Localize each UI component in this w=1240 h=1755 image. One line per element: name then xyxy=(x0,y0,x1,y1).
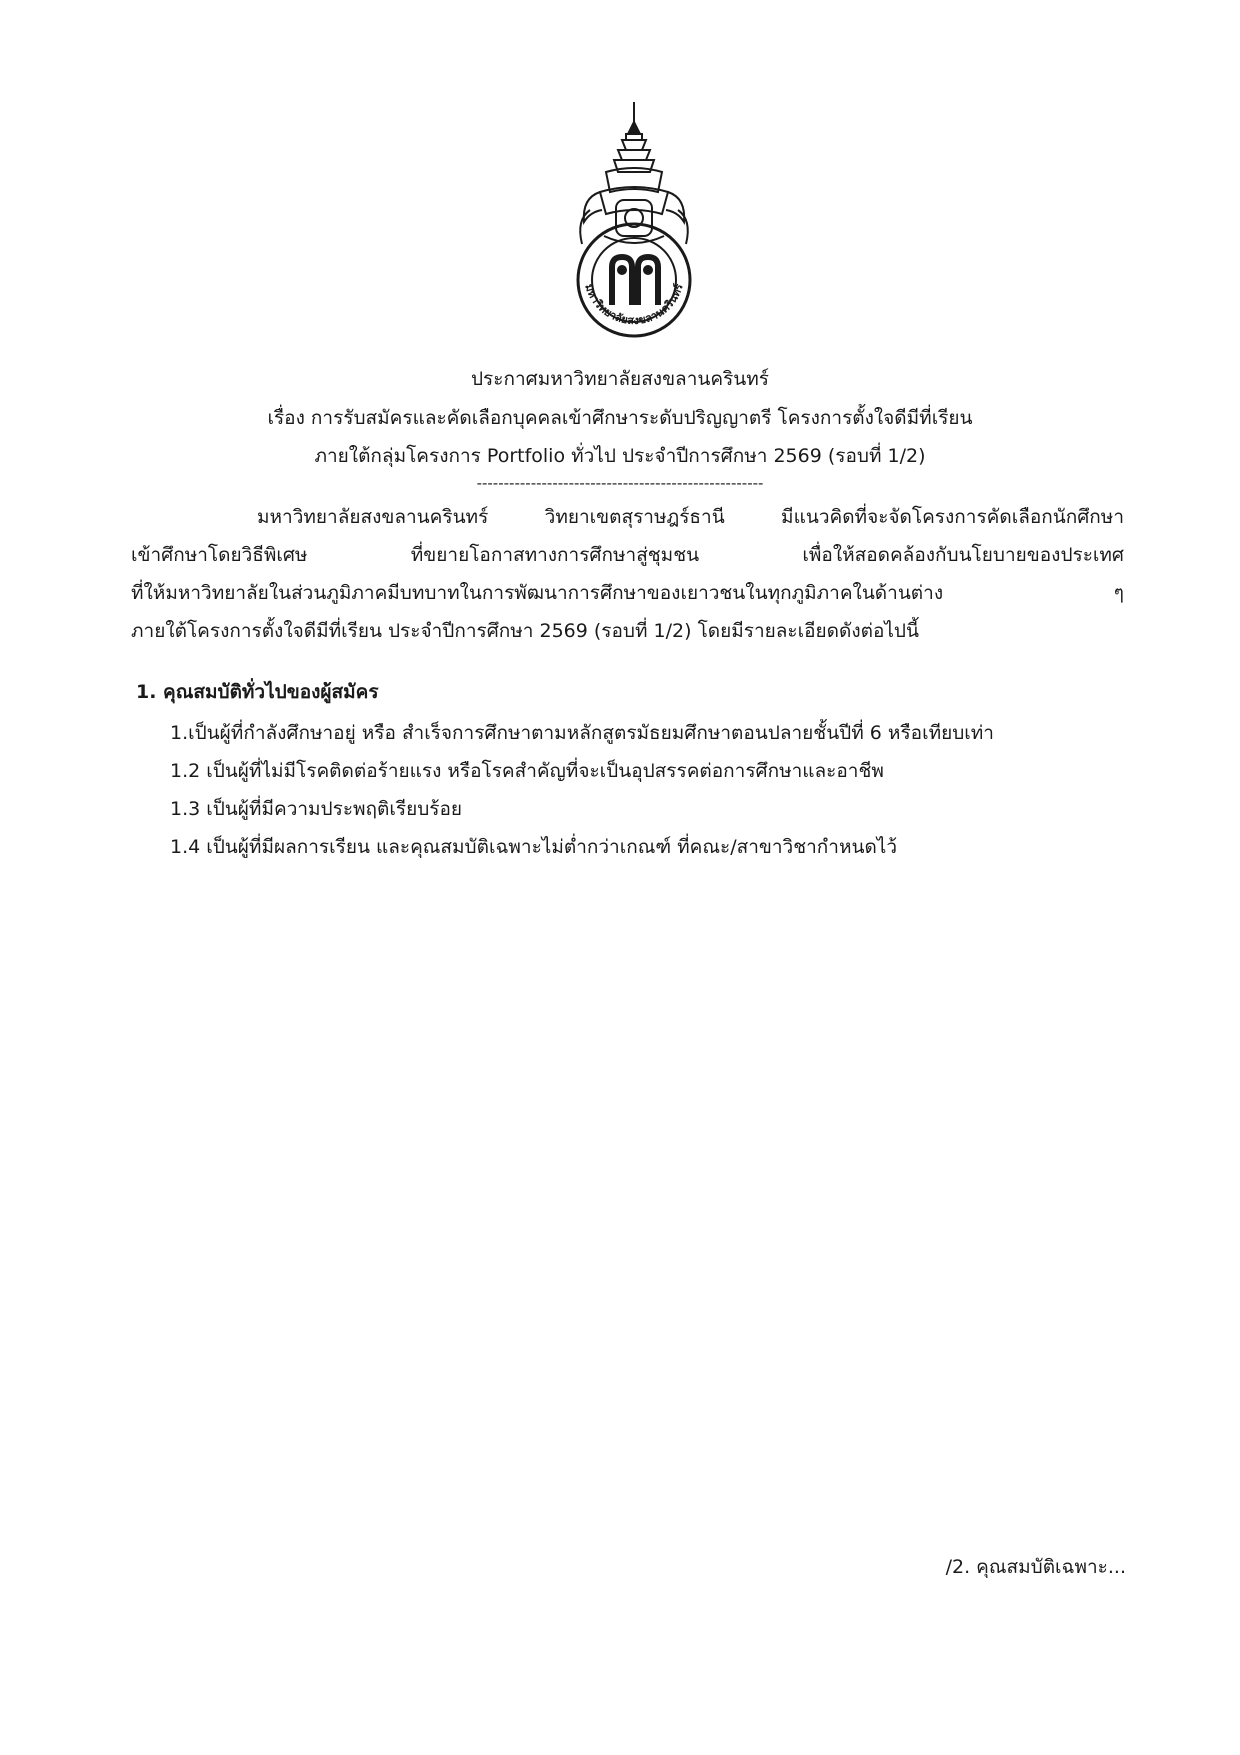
list-item: 1.4 เป็นผู้ที่มีผลการเรียน และคุณสมบัติเฉพาะไม่ต่ำกว่าเกณฑ์ ที่คณะ/สาขาวิชากำหนดไว้ xyxy=(170,836,898,858)
seal-emblem-text: มหาวิทยาลัยสงขลานครินทร์ xyxy=(582,282,686,328)
section-1-items xyxy=(170,714,1130,866)
list-item: 1.2 เป็นผู้ที่ไม่มีโรคติดต่อร้ายแรง หรือโรคสำคัญที่จะเป็นอุปสรรคต่อการศึกษาและอาชีพ xyxy=(170,760,884,782)
continuation-note: /2. คุณสมบัติเฉพาะ... xyxy=(945,1556,1126,1578)
intro-line: ภายใต้โครงการตั้งใจดีมีที่เรียน ประจำปีการศึกษา 2569 (รอบที่ 1/2) โดยมีรายละเอียดดังต่อไปนี้ xyxy=(131,620,919,642)
intro-paragraph xyxy=(131,498,1124,650)
psu-university-seal-icon xyxy=(560,100,708,340)
header-line-1: ประกาศมหาวิทยาลัยสงขลานครินทร์ xyxy=(471,368,769,390)
header-line-2: เรื่อง การรับสมัครและคัดเลือกบุคคลเข้าศึกษาระดับปริญญาตรี โครงการตั้งใจดีมีที่เรียน xyxy=(267,407,973,429)
header-divider: ----------------------------------------------------- xyxy=(476,474,764,492)
intro-line: ที่ให้มหาวิทยาลัยในส่วนภูมิภาคมีบทบาทในการพัฒนาการศึกษาของเยาวชนในทุกภูมิภาคในด้านต่าง ๆ xyxy=(131,582,1124,604)
intro-line: เข้าศึกษาโดยวิธีพิเศษ ที่ขยายโอกาสทางการศึกษาสู่ชุมชน เพื่อให้สอดคล้องกับนโยบายของประเทศ xyxy=(131,544,1124,566)
list-item: 1.เป็นผู้ที่กำลังศึกษาอยู่ หรือ สำเร็จการศึกษาตามหลักสูตรมัธยมศึกษาตอนปลายชั้นปีที่ 6 หรือเทียบเท่า xyxy=(170,722,994,744)
intro-line: มหาวิทยาลัยสงขลานครินทร์ วิทยาเขตสุราษฎร์ธานี มีแนวคิดที่จะจัดโครงการคัดเลือกนักศึกษา xyxy=(257,506,1124,528)
header-line-3: ภายใต้กลุ่มโครงการ Portfolio ทั่วไป ประจำปีการศึกษา 2569 (รอบที่ 1/2) xyxy=(314,445,926,467)
list-item: 1.3 เป็นผู้ที่มีความประพฤติเรียบร้อย xyxy=(170,798,463,820)
section-1-title: 1. คุณสมบัติทั่วไปของผู้สมัคร xyxy=(136,681,379,703)
